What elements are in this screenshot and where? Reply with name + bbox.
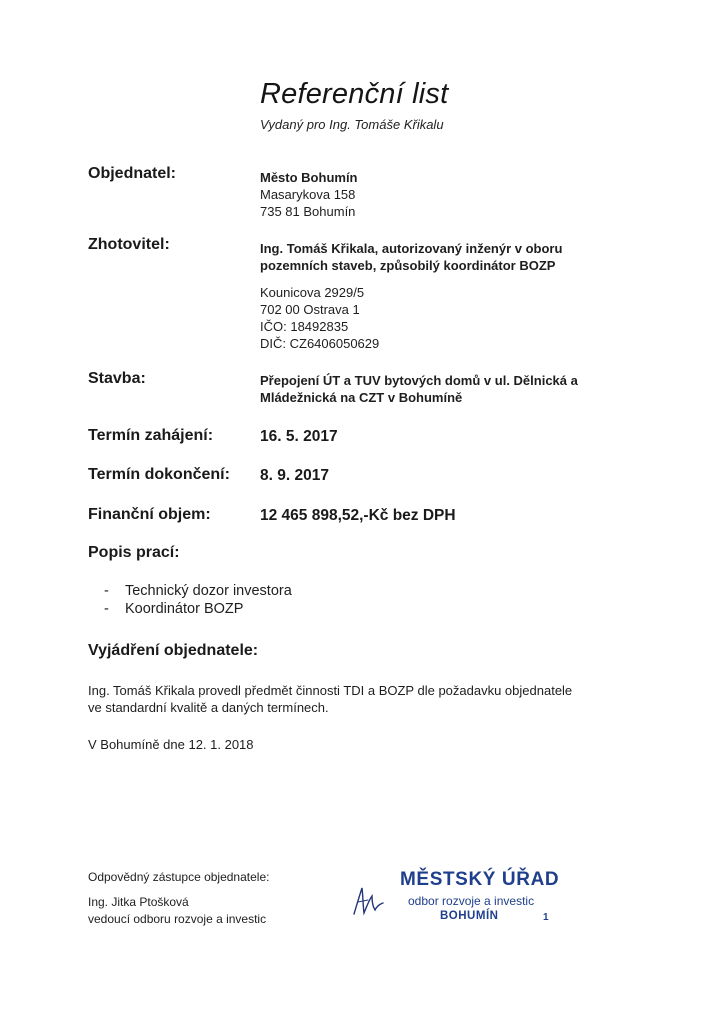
stamp-city: BOHUMÍN bbox=[440, 910, 499, 922]
responsible-name: Ing. Jitka Ptošková bbox=[88, 895, 189, 909]
zhotovitel-name-line: Ing. Tomáš Křikala, autorizovaný inženýr v oboru bbox=[260, 241, 563, 256]
vyjadreni-text-line: Ing. Tomáš Křikala provedl předmět činnosti TDI a BOZP dle požadavku objednatele bbox=[88, 683, 573, 698]
vyjadreni-text-line: ve standardní kvalitě a daných termínech. bbox=[88, 700, 329, 715]
termin-zahajeni-label: Termín zahájení: bbox=[88, 427, 214, 444]
document-title: Referenční list bbox=[260, 78, 449, 110]
responsible-position: vedoucí odboru rozvoje a investic bbox=[88, 912, 267, 926]
stavba-line: Přepojení ÚT a TUV bytových domů v ul. Dělnická a bbox=[260, 373, 578, 388]
termin-zahajeni-value: 16. 5. 2017 bbox=[260, 428, 338, 445]
zhotovitel-name-line: pozemních staveb, způsobilý koordinátor BOZP bbox=[260, 258, 556, 273]
vyjadreni-label: Vyjádření objednatele: bbox=[88, 642, 259, 659]
stavba-label: Stavba: bbox=[88, 370, 146, 387]
responsible-role: Odpovědný zástupce objednatele: bbox=[88, 870, 270, 884]
zhotovitel-label: Zhotovitel: bbox=[88, 236, 170, 253]
list-item-text: Koordinátor BOZP bbox=[124, 601, 244, 617]
zhotovitel-ico: IČO: 18492835 bbox=[260, 319, 349, 334]
termin-dokonceni-value: 8. 9. 2017 bbox=[260, 467, 329, 484]
place-date: V Bohumíně dne 12. 1. 2018 bbox=[88, 737, 254, 752]
stamp-department: odbor rozvoje a investic bbox=[408, 894, 535, 908]
objednatel-label: Objednatel: bbox=[88, 165, 177, 182]
objednatel-address-line: Masarykova 158 bbox=[260, 187, 356, 202]
objednatel-address-line: 735 81 Bohumín bbox=[260, 204, 356, 219]
zhotovitel-dic: DIČ: CZ6406050629 bbox=[260, 336, 380, 351]
signature bbox=[348, 880, 388, 920]
termin-dokonceni-label: Termín dokončení: bbox=[88, 466, 230, 483]
financni-objem-label: Finanční objem: bbox=[88, 506, 211, 523]
list-item: - Koordinátor BOZP bbox=[104, 601, 244, 617]
list-item: - Technický dozor investora bbox=[104, 583, 292, 599]
financni-objem-value: 12 465 898,52,-Kč bez DPH bbox=[260, 507, 456, 524]
stamp-title: MĚSTSKÝ ÚŘAD bbox=[400, 869, 560, 890]
document-subtitle: Vydaný pro Ing. Tomáše Křikalu bbox=[260, 117, 444, 132]
list-item-text: Technický dozor investora bbox=[124, 583, 292, 599]
zhotovitel-address-line: 702 00 Ostrava 1 bbox=[260, 302, 360, 317]
stavba-line: Mládežnická na CZT v Bohumíně bbox=[260, 390, 463, 405]
stamp-number: 1 bbox=[543, 912, 549, 923]
zhotovitel-address-line: Kounicova 2929/5 bbox=[260, 285, 365, 300]
popis-praci-label: Popis prací: bbox=[88, 544, 180, 561]
objednatel-name: Město Bohumín bbox=[260, 170, 358, 185]
